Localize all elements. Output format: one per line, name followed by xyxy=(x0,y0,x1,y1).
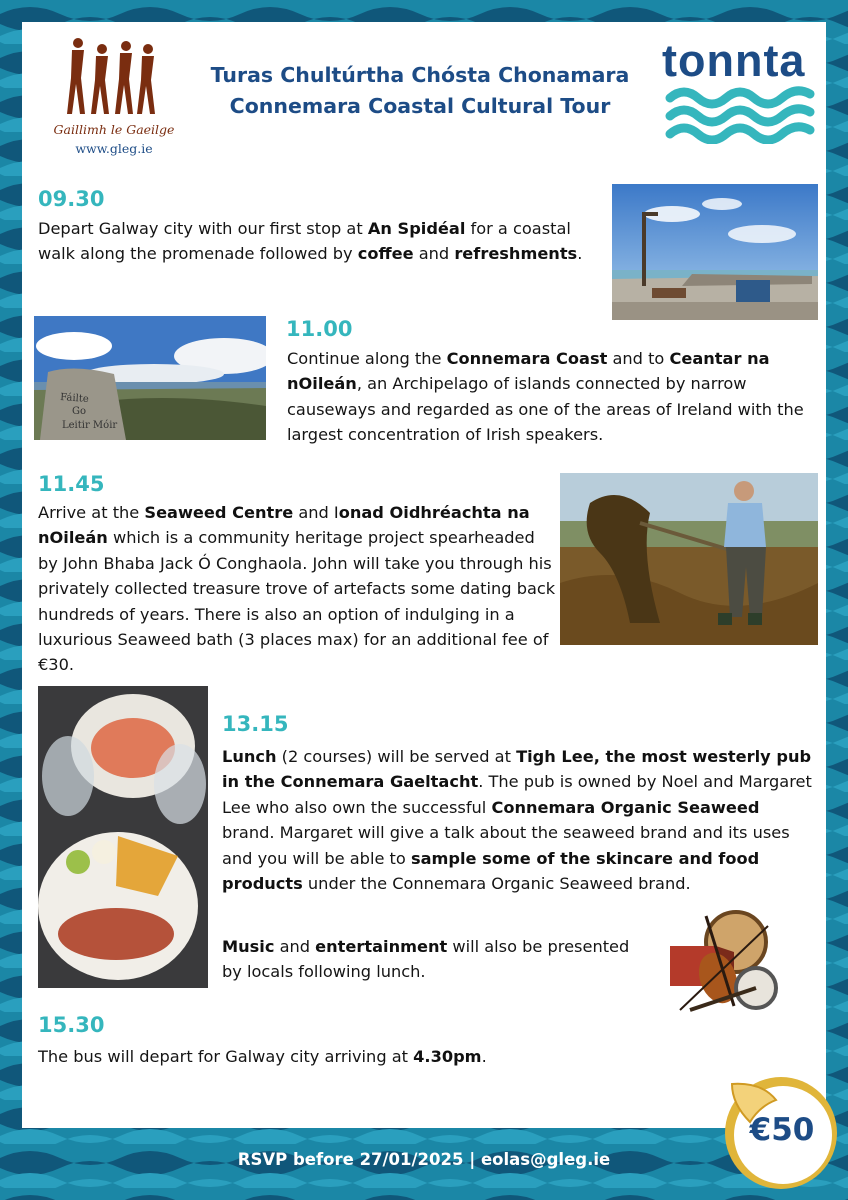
text-span: under the Connemara Organic Seaweed brand. xyxy=(302,874,691,894)
section-music-text xyxy=(222,934,652,985)
text-span: will also be presented by locals following lunch. xyxy=(222,937,630,982)
text-span: Continue along the xyxy=(287,349,447,368)
bold-text-span: Music xyxy=(222,937,275,956)
bold-text-span: onad Oidhréachta na nOileán xyxy=(38,503,530,548)
section-0930-text xyxy=(38,216,608,267)
bold-text-span: Connemara Organic Seaweed xyxy=(491,797,760,817)
stone-sign-text: Fáilte xyxy=(59,392,90,405)
bold-text-span: Seaweed Centre xyxy=(144,503,294,522)
text-span: . xyxy=(577,244,583,264)
bold-text-span: Connemara Coast xyxy=(446,349,608,368)
svg-text:Leitir Móir: Leitir Móir xyxy=(62,420,118,431)
text-span: and I xyxy=(293,503,339,522)
promenade-photo xyxy=(612,184,818,320)
text-span: and xyxy=(413,244,455,264)
section-1145-text xyxy=(38,500,556,678)
tonnta-wordmark: tonnta xyxy=(662,35,806,86)
section-1100-text xyxy=(287,346,815,448)
text-span: for a coastal walk along the promenade followed by xyxy=(38,219,571,264)
bold-text-span: refreshments xyxy=(454,244,578,264)
title-irish: Turas Chultúrtha Chósta Chonamara xyxy=(210,63,630,87)
bold-text-span: Tigh Lee, the most westerly pub in the Connemara Gaeltacht xyxy=(222,747,812,792)
title-english: Connemara Coastal Cultural Tour xyxy=(229,94,611,118)
text-span: , an Archipelago of islands connected by narrow causeways and regarded as one of the areas of Ireland with the largest concentration of Irish speakers. xyxy=(287,374,804,445)
text-span: brand. Margaret will give a talk about the seaweed brand and its uses and you will be able to xyxy=(222,823,790,868)
text-span: . xyxy=(481,1047,487,1066)
gleg-logo xyxy=(44,36,184,156)
time-0930: 09.30 xyxy=(38,187,105,211)
page-title xyxy=(170,60,670,122)
seaweed-photo xyxy=(560,473,818,645)
text-span: The bus will depart for Galway city arriving at xyxy=(38,1047,414,1066)
text-span: Arrive at the xyxy=(38,503,145,522)
bold-text-span: Lunch xyxy=(222,747,277,766)
time-1315: 13.15 xyxy=(222,712,289,736)
time-1530: 15.30 xyxy=(38,1013,105,1037)
bold-text-span: Ceantar na nOileán xyxy=(287,349,770,394)
text-span: . The pub is owned by Noel and Margaret Lee who also own the successful xyxy=(222,772,812,817)
rsvp-footer: RSVP before 27/01/2025 | eolas@gleg.ie xyxy=(237,1150,611,1169)
text-span: Depart Galway city with our first stop at xyxy=(38,219,368,238)
logo-script-text: Gaillimh le Gaeilge xyxy=(53,122,175,137)
bold-text-span: An Spidéal xyxy=(367,219,466,238)
instruments-illustration xyxy=(660,906,790,1016)
figures-logo-icon xyxy=(44,36,184,118)
time-1100: 11.00 xyxy=(286,317,353,341)
waves-icon xyxy=(662,84,822,144)
text-span: and xyxy=(274,937,316,956)
text-span: and to xyxy=(607,349,670,368)
logo-url-link[interactable]: www.gleg.ie xyxy=(75,141,153,156)
tonnta-logo xyxy=(662,35,822,148)
svg-text:Go: Go xyxy=(72,406,87,417)
stone-sign-photo xyxy=(34,316,266,440)
time-1145: 11.45 xyxy=(38,472,105,496)
bold-text-span: coffee xyxy=(357,244,414,264)
text-span: which is a community heritage project spearheaded by John Bhaba Jack Ó Conghaola. John will take you through his privately collected treasure trove of artefacts some dating back hundreds of years. There is also an option of indulging in a luxurious Seaweed bath (3 places max) for an additional fee of €30. xyxy=(38,528,556,675)
lunch-photo xyxy=(38,686,208,988)
text-span: (2 courses) will be served at xyxy=(276,747,517,766)
bold-text-span: 4.30pm xyxy=(413,1047,482,1066)
section-1530-text xyxy=(38,1044,778,1069)
bold-text-span: sample some of the skincare and food products xyxy=(222,848,760,894)
section-1315-text xyxy=(222,744,816,896)
price-label: €50 xyxy=(749,1112,815,1148)
bold-text-span: entertainment xyxy=(315,937,448,956)
